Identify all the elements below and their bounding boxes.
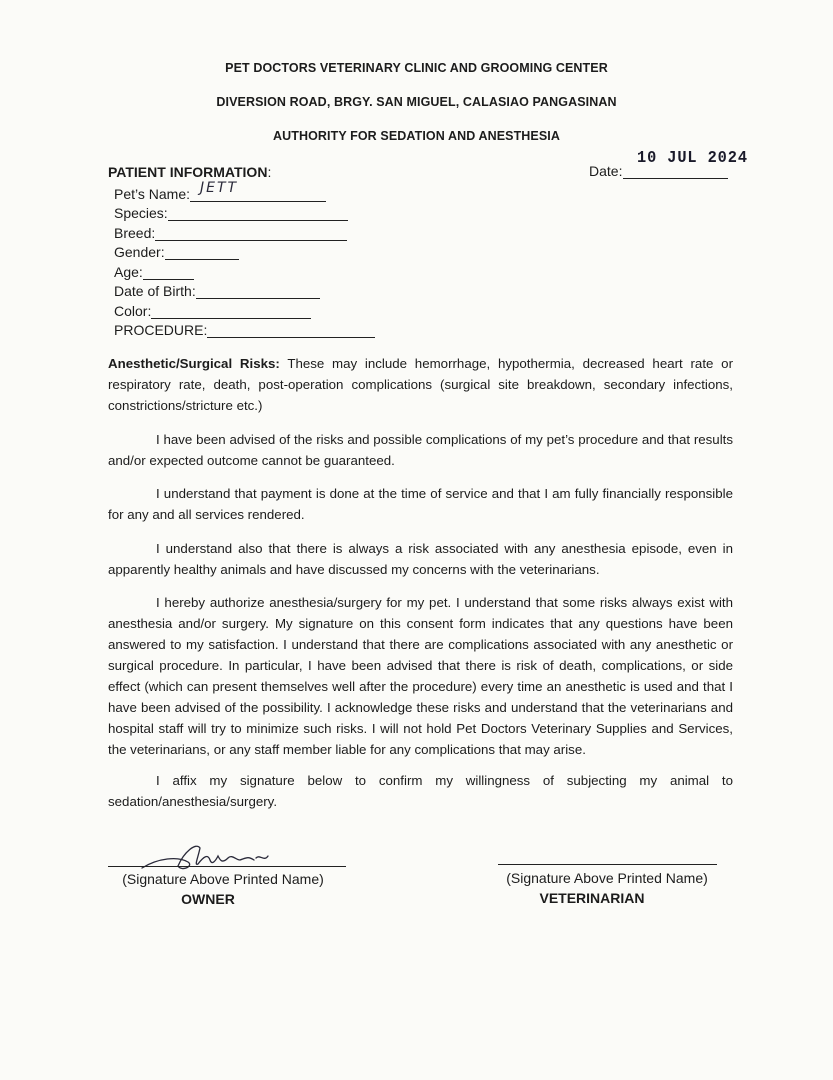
date-stamp: 10 JUL 2024 — [637, 149, 748, 168]
gender-field[interactable] — [114, 242, 239, 260]
species-field[interactable] — [114, 203, 348, 221]
date-label: Date: — [589, 163, 623, 179]
species-label: Species: — [114, 205, 168, 221]
date-of-birth-line — [196, 284, 320, 299]
owner-signature-scribble — [138, 838, 278, 874]
consent-paragraph-4: I hereby authorize anesthesia/surgery for my pet. I understand that some risks always exist with anesthesia and/or surgery. My signature on this consent form indicates that any questions have been answered to my satisfaction. I understand that there are complications associated with any anesthetic or surgical procedure. In particular, I have been advised that there is risk of death, complications, or side effect (which can present themselves well after the procedure) every time an anesthetic is used and that I have been advised of the possibility. I acknowledge these risks and understand that the veterinarians and hospital staff will try to minimize such risks. I will not hold Pet Doctors Veterinary Supplies and Services, the veterinarians, or any staff member liable for any complications that may arise. — [108, 595, 733, 757]
color-line — [151, 304, 311, 319]
pet-name-value: JETT — [200, 180, 239, 196]
consent-paragraph-3: I understand also that there is always a risk associated with any anesthesia episode, even in apparently healthy animals and have discussed my concerns with the veterinarians. — [108, 541, 733, 577]
risks-paragraph — [108, 353, 733, 416]
date-of-birth-label: Date of Birth: — [114, 283, 196, 299]
procedure-label: PROCEDURE: — [114, 322, 208, 338]
veterinarian-role-label: VETERINARIAN — [539, 890, 645, 906]
age-label: Age: — [114, 264, 143, 280]
age-field[interactable] — [114, 262, 194, 280]
owner-role-label: OWNER — [181, 891, 235, 907]
patient-information-title: PATIENT INFORMATION: — [108, 164, 272, 180]
gender-line — [165, 245, 239, 260]
consent-paragraph-5: I affix my signature below to confirm my willingness of subjecting my animal to sedation/anesthesia/surgery. — [108, 773, 733, 809]
species-line — [168, 206, 348, 221]
date-of-birth-field[interactable] — [114, 281, 320, 299]
owner-signature-line[interactable] — [108, 866, 346, 867]
date-line — [623, 178, 728, 179]
owner-signature-caption: (Signature Above Printed Name) — [122, 871, 324, 887]
breed-label: Breed: — [114, 225, 156, 241]
form-title: AUTHORITY FOR SEDATION AND ANESTHESIA — [272, 129, 561, 143]
procedure-field[interactable] — [114, 320, 375, 338]
procedure-line — [207, 323, 375, 338]
clinic-name: PET DOCTORS VETERINARY CLINIC AND GROOMING CENTER — [225, 61, 608, 75]
consent-paragraph-1: I have been advised of the risks and possible complications of my pet’s procedure and that results and/or expected outcome cannot be guaranteed. — [108, 432, 733, 468]
consent-paragraph-2: I understand that payment is done at the time of service and that I am fully financially responsible for any and all services rendered. — [108, 486, 733, 522]
pet-name-label: Pet’s Name: — [114, 186, 190, 202]
gender-label: Gender: — [114, 244, 165, 260]
veterinarian-signature-line[interactable] — [498, 864, 717, 865]
clinic-address: DIVERSION ROAD, BRGY. SAN MIGUEL, CALASIAO PANGASINAN — [216, 95, 617, 109]
risks-heading: Anesthetic/Surgical Risks: — [108, 356, 280, 371]
breed-field[interactable] — [114, 223, 347, 241]
age-line — [143, 265, 194, 280]
color-field[interactable] — [114, 301, 311, 319]
breed-line — [155, 226, 347, 241]
color-label: Color: — [114, 303, 152, 319]
risks-text: These may include hemorrhage, hypothermia, decreased heart rate or respiratory rate, death, post-operation complications (surgical site breakdown, secondary infections, constrictions/stricture etc.) — [108, 356, 733, 413]
veterinarian-signature-caption: (Signature Above Printed Name) — [506, 870, 708, 886]
